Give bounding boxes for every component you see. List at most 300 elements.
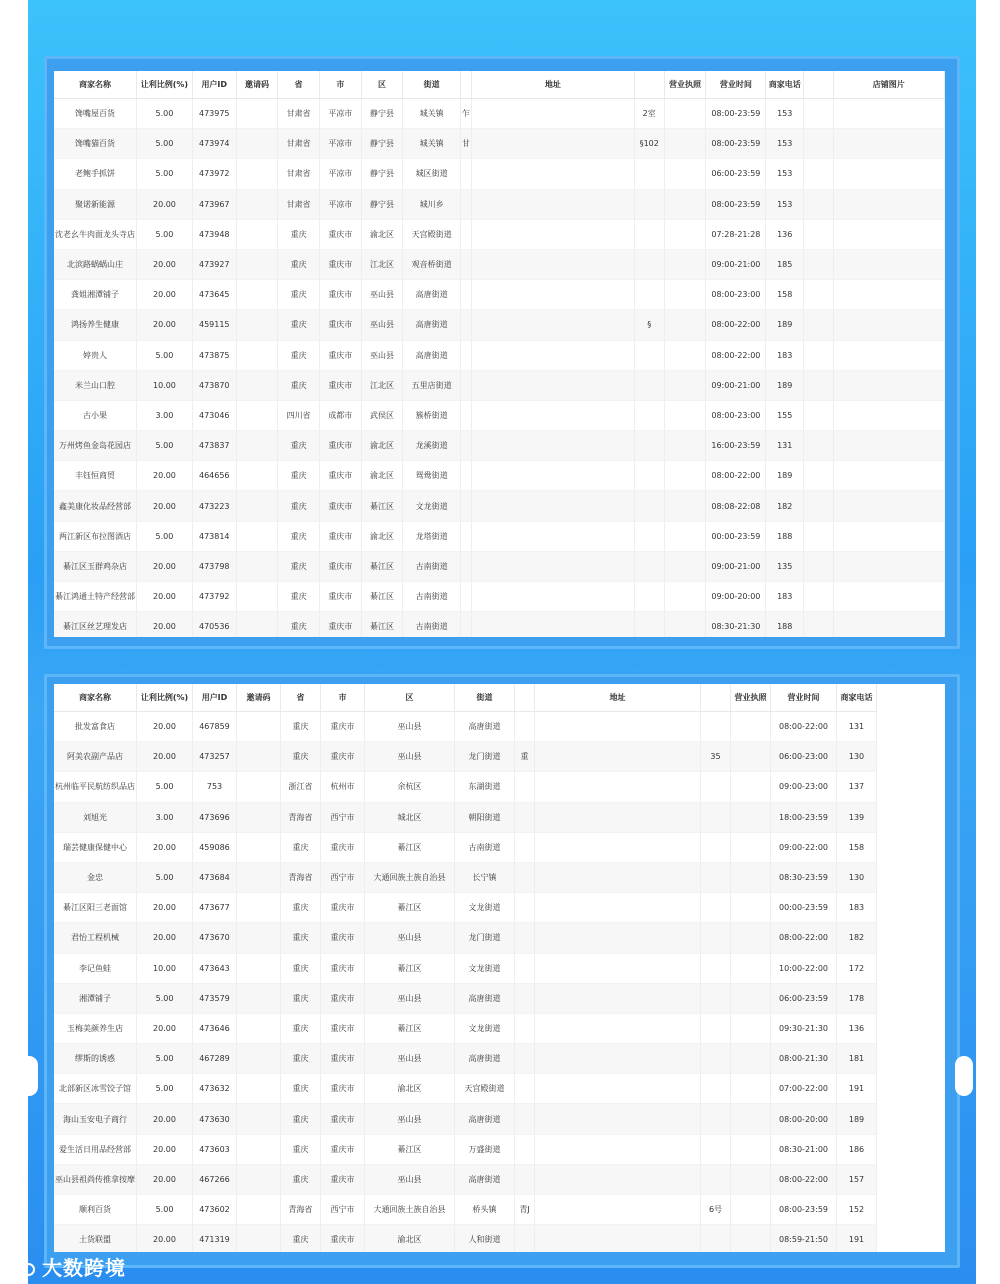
table-cell: 473798 [192, 551, 236, 581]
table-cell: 重庆市 [321, 1164, 365, 1194]
table-cell [701, 1104, 731, 1134]
table-cell: 巫山县 [361, 280, 403, 310]
table-cell [634, 551, 664, 581]
table-cell [833, 521, 944, 551]
table-cell [236, 400, 278, 430]
table-cell: 批发富食店 [54, 712, 137, 742]
table-cell [237, 1013, 281, 1043]
table-cell: 20.00 [137, 612, 193, 637]
table-cell: 玉梅美颜养生店 [54, 1013, 137, 1043]
table-row[interactable] [54, 612, 945, 637]
table-cell: 渝北区 [361, 461, 403, 491]
table-cell [472, 582, 635, 612]
merchant-table-top [54, 71, 945, 637]
table-row[interactable] [54, 983, 877, 1013]
table-row[interactable] [54, 310, 945, 340]
table-cell: 08:00-22:00 [706, 461, 766, 491]
table-cell: 重庆 [281, 1074, 321, 1104]
table-cell: 06:00-23:59 [771, 983, 837, 1013]
table-row[interactable] [54, 521, 945, 551]
table-cell: 綦江区 [361, 551, 403, 581]
table-cell [515, 832, 535, 862]
table-cell: 20.00 [137, 461, 193, 491]
table-cell: 西宁市 [321, 802, 365, 832]
table-cell: 土货联盟 [54, 1225, 137, 1252]
table-cell [634, 280, 664, 310]
table-cell: 重庆市 [319, 249, 361, 279]
table-cell [664, 280, 706, 310]
table-cell: 老鲍手抓饼 [54, 159, 137, 189]
table-cell: 2室 [634, 99, 664, 129]
table-row[interactable] [54, 1044, 877, 1074]
column-header: 让利比例(%) [137, 71, 193, 99]
table-row[interactable] [54, 1195, 877, 1225]
column-header: 商家名称 [54, 684, 137, 712]
table-row[interactable] [54, 370, 945, 400]
table-row[interactable] [54, 1134, 877, 1164]
table-cell: 473684 [193, 862, 237, 892]
table-cell [701, 1134, 731, 1164]
table-cell [701, 1225, 731, 1252]
table-cell: 重庆市 [319, 551, 361, 581]
table-cell [804, 219, 833, 249]
table-cell: 高唐街道 [455, 1044, 515, 1074]
table-cell: 五里店街道 [403, 370, 461, 400]
table-cell: 城区街道 [403, 159, 461, 189]
table-cell [664, 582, 706, 612]
table-cell: 09:00-23:00 [771, 772, 837, 802]
table-cell: 473677 [193, 893, 237, 923]
table-cell: 静宁县 [361, 189, 403, 219]
column-header: 省 [278, 71, 320, 99]
table-cell: 沈老幺牛肉面龙头寺店 [54, 219, 137, 249]
table-cell: 重庆市 [319, 582, 361, 612]
table-cell [237, 862, 281, 892]
table-row[interactable] [54, 582, 945, 612]
table-cell: 5.00 [137, 1195, 193, 1225]
table-cell [237, 893, 281, 923]
table-cell [237, 1164, 281, 1194]
table-cell: 西宁市 [321, 862, 365, 892]
table-cell [804, 310, 833, 340]
table-cell [461, 159, 472, 189]
table-cell [664, 129, 706, 159]
table-cell: 08:30-21:00 [771, 1134, 837, 1164]
table-cell [804, 521, 833, 551]
table-cell: 重庆 [281, 1164, 321, 1194]
table-row[interactable] [54, 1013, 877, 1043]
table-cell: 顺利百货 [54, 1195, 137, 1225]
table-cell [664, 491, 706, 521]
table-cell: 16:00-23:59 [706, 431, 766, 461]
table-cell [535, 953, 701, 983]
table-cell: 綦江区 [365, 1013, 455, 1043]
table-cell [236, 159, 278, 189]
table-cell [472, 129, 635, 159]
table-cell: 471319 [193, 1225, 237, 1252]
table-cell: 重庆 [281, 1013, 321, 1043]
table-cell [236, 612, 278, 637]
table-cell [472, 612, 635, 637]
table-cell: 鸳鸯街道 [403, 461, 461, 491]
table-cell: 湘潭铺子 [54, 983, 137, 1013]
table-cell [472, 219, 635, 249]
table-row[interactable] [54, 772, 877, 802]
table-cell: 09:00-21:00 [706, 249, 766, 279]
table-cell: 甘肃省 [278, 129, 320, 159]
table-cell: 473579 [193, 983, 237, 1013]
table-cell: 20.00 [137, 551, 193, 581]
table-cell: 天宫殿街道 [403, 219, 461, 249]
table-cell [731, 742, 771, 772]
watermark-text: 大数跨境 [42, 1256, 126, 1280]
table-cell: 178 [837, 983, 877, 1013]
table-cell [236, 310, 278, 340]
table-cell: 高唐街道 [455, 1164, 515, 1194]
table-cell [461, 340, 472, 370]
table-cell [515, 983, 535, 1013]
table-cell: 君怡工程机械 [54, 923, 137, 953]
table-cell: 467266 [193, 1164, 237, 1194]
table-cell [833, 159, 944, 189]
table-cell: 重庆 [278, 461, 320, 491]
table-cell: 473948 [192, 219, 236, 249]
table-cell [804, 551, 833, 581]
table-cell: 20.00 [137, 712, 193, 742]
table-cell: 綦江区丝艺理发店 [54, 612, 137, 637]
table-cell [461, 189, 472, 219]
table-cell: 重庆市 [321, 923, 365, 953]
table-cell: 甘肃省 [278, 99, 320, 129]
table-cell [804, 431, 833, 461]
table-cell [634, 491, 664, 521]
table-cell [535, 923, 701, 953]
table-cell: 万州烤鱼金岛花园店 [54, 431, 137, 461]
table-row[interactable] [54, 491, 945, 521]
table-cell: 08:00-22:00 [706, 340, 766, 370]
table-cell: 473223 [192, 491, 236, 521]
table-cell [472, 491, 635, 521]
table-cell: 高唐街道 [403, 340, 461, 370]
table-cell [472, 280, 635, 310]
table-cell [515, 1134, 535, 1164]
table-cell [472, 400, 635, 430]
table-row[interactable] [54, 953, 877, 983]
table-cell: 瑞芸健康保健中心 [54, 832, 137, 862]
table-cell [461, 582, 472, 612]
table-row[interactable] [54, 1104, 877, 1134]
table-cell: 07:00-22:00 [771, 1074, 837, 1104]
table-cell [664, 521, 706, 551]
table-cell [833, 400, 944, 430]
table-row[interactable] [54, 742, 877, 772]
table-cell: 重庆市 [319, 491, 361, 521]
table-cell: 20.00 [137, 310, 193, 340]
table-row[interactable] [54, 893, 877, 923]
table-cell [515, 1013, 535, 1043]
table-cell: 龙门街道 [455, 742, 515, 772]
table-cell: 朝阳街道 [455, 802, 515, 832]
table-cell [461, 431, 472, 461]
table-cell: 古南街道 [455, 832, 515, 862]
table-cell: 巫山县 [365, 983, 455, 1013]
table-row[interactable] [54, 712, 877, 742]
table-cell [236, 129, 278, 159]
table-cell [535, 1134, 701, 1164]
table-cell [804, 612, 833, 637]
table-cell [804, 370, 833, 400]
table-cell [236, 280, 278, 310]
table-cell: 20.00 [137, 1104, 193, 1134]
table-cell: 153 [766, 129, 804, 159]
table-cell [731, 1134, 771, 1164]
table-cell: 20.00 [137, 582, 193, 612]
table-cell: 182 [766, 491, 804, 521]
table-cell: 20.00 [137, 923, 193, 953]
table-cell: 重庆市 [321, 1044, 365, 1074]
table-cell [634, 340, 664, 370]
table-cell: 平凉市 [319, 99, 361, 129]
table-cell [664, 370, 706, 400]
table-cell: 重庆 [278, 551, 320, 581]
table-cell: 重庆市 [321, 1074, 365, 1104]
table-row[interactable] [54, 189, 945, 219]
table-cell: 182 [837, 923, 877, 953]
table-cell [833, 280, 944, 310]
table-row[interactable] [54, 159, 945, 189]
table-row[interactable] [54, 249, 945, 279]
table-cell: 137 [837, 772, 877, 802]
table-cell: 459086 [193, 832, 237, 862]
table-cell [634, 461, 664, 491]
table-cell: 大通回族土族自治县 [365, 862, 455, 892]
table-cell: 万盛街道 [455, 1134, 515, 1164]
table-cell: 重庆 [278, 491, 320, 521]
table-cell: 172 [837, 953, 877, 983]
table-cell [236, 99, 278, 129]
table-cell: 大通回族土族自治县 [365, 1195, 455, 1225]
table-cell: 重庆 [281, 1134, 321, 1164]
table-cell: 20.00 [137, 280, 193, 310]
table-cell [664, 400, 706, 430]
table-cell: 綦江区玉群鸡杂店 [54, 551, 137, 581]
table-cell [833, 310, 944, 340]
table-cell [515, 862, 535, 892]
table-row[interactable] [54, 219, 945, 249]
table-cell [731, 832, 771, 862]
table-row[interactable] [54, 1225, 877, 1252]
table-cell: 甘肃省 [278, 159, 320, 189]
table-cell: 高唐街道 [455, 983, 515, 1013]
table-cell: 静宁县 [361, 129, 403, 159]
table-cell: 181 [837, 1044, 877, 1074]
table-cell: 重庆市 [319, 340, 361, 370]
table-cell [731, 1225, 771, 1252]
column-header: 商家名称 [54, 71, 137, 99]
table-cell: 3.00 [137, 802, 193, 832]
table-cell: 重庆市 [321, 1134, 365, 1164]
table-cell [236, 219, 278, 249]
column-header: 地址 [472, 71, 635, 99]
table-row[interactable] [54, 832, 877, 862]
table-cell: § [634, 310, 664, 340]
table-cell: 聚诺新能源 [54, 189, 137, 219]
table-cell: 464656 [192, 461, 236, 491]
table-cell: 130 [837, 862, 877, 892]
column-header: 店铺图片 [833, 71, 944, 99]
table-cell: 重庆 [281, 893, 321, 923]
table-cell [833, 612, 944, 637]
table-row[interactable] [54, 1164, 877, 1194]
table-row[interactable] [54, 862, 877, 892]
table-cell: 青海省 [281, 1195, 321, 1225]
table-row[interactable] [54, 923, 877, 953]
table-cell: 重庆 [281, 983, 321, 1013]
table-cell [472, 461, 635, 491]
table-cell [237, 1225, 281, 1252]
table-cell: 重庆市 [321, 742, 365, 772]
table-cell [472, 99, 635, 129]
table-row[interactable] [54, 431, 945, 461]
table-cell: 473645 [192, 280, 236, 310]
table-row[interactable] [54, 129, 945, 159]
table-cell: 巫山县 [365, 712, 455, 742]
table-cell: 重庆市 [321, 893, 365, 923]
table-cell: 158 [837, 832, 877, 862]
table-cell [515, 1044, 535, 1074]
table-cell [472, 159, 635, 189]
table-cell: 473602 [193, 1195, 237, 1225]
table-cell [515, 712, 535, 742]
table-cell [237, 953, 281, 983]
table-cell [535, 893, 701, 923]
table-cell: 重庆市 [319, 310, 361, 340]
table-cell [634, 219, 664, 249]
table-cell: 重庆市 [319, 219, 361, 249]
table-cell: 重庆市 [319, 461, 361, 491]
table-cell [731, 1044, 771, 1074]
table-cell: 乍 [461, 99, 472, 129]
table-cell: 06:00-23:00 [771, 742, 837, 772]
table-cell: 金忠 [54, 862, 137, 892]
table-cell: 473643 [193, 953, 237, 983]
table-cell: 131 [766, 431, 804, 461]
table-cell [472, 551, 635, 581]
table-cell: 巫山县 [361, 310, 403, 340]
table-cell: 08:08-22:08 [706, 491, 766, 521]
column-header [701, 684, 731, 712]
table-cell: 平凉市 [319, 129, 361, 159]
table-cell [701, 1164, 731, 1194]
table-row[interactable] [54, 802, 877, 832]
column-header [634, 71, 664, 99]
table-cell: 重庆 [278, 310, 320, 340]
table-cell: 巫山县 [365, 1104, 455, 1134]
merchant-table-bottom [54, 684, 945, 1252]
table-cell [535, 1225, 701, 1252]
table-row[interactable] [54, 280, 945, 310]
table-cell: 渝北区 [365, 1225, 455, 1252]
table-row[interactable] [54, 1074, 877, 1104]
table-row[interactable] [54, 99, 945, 129]
frame-notch-left [20, 1056, 38, 1096]
table-cell: 高唐街道 [403, 280, 461, 310]
table-cell: 鸿扬养生健康 [54, 310, 137, 340]
table-cell: 重庆市 [319, 370, 361, 400]
table-cell: 重庆 [281, 832, 321, 862]
table-cell: 巫山县祖尚传推拿按摩 [54, 1164, 137, 1194]
table-cell: 473630 [193, 1104, 237, 1134]
table-cell [701, 712, 731, 742]
table-cell: 重庆 [278, 431, 320, 461]
table-cell: 人和街道 [455, 1225, 515, 1252]
table-cell: 5.00 [137, 99, 193, 129]
table-cell: 巫山县 [365, 1044, 455, 1074]
table-cell: 3.00 [137, 400, 193, 430]
table-cell: 阿美农副产品店 [54, 742, 137, 772]
table-cell: 重庆 [278, 521, 320, 551]
table-cell [664, 612, 706, 637]
column-header: 营业执照 [731, 684, 771, 712]
table-cell: 龙门街道 [455, 923, 515, 953]
table-cell [535, 1195, 701, 1225]
table-cell [634, 582, 664, 612]
table-cell: 重庆 [281, 742, 321, 772]
table-cell [515, 1104, 535, 1134]
table-cell [515, 1074, 535, 1104]
table-cell: 重庆 [281, 1225, 321, 1252]
table-cell: 473632 [193, 1074, 237, 1104]
table-cell: 重 [515, 742, 535, 772]
table-cell: 古南街道 [403, 582, 461, 612]
table-cell [833, 189, 944, 219]
table-cell: 08:00-22:00 [706, 310, 766, 340]
table-cell: 杭州市 [321, 772, 365, 802]
table-cell: 北部新区冰雪饺子馆 [54, 1074, 137, 1104]
table-row[interactable] [54, 340, 945, 370]
table-cell: 杭州临平民航纺织品店 [54, 772, 137, 802]
table-cell [237, 802, 281, 832]
table-cell: 重庆 [281, 923, 321, 953]
table-cell: 馋嘴屋百货 [54, 99, 137, 129]
table-cell: 20.00 [137, 491, 193, 521]
table-cell [634, 431, 664, 461]
column-header: 市 [321, 684, 365, 712]
table-cell: 183 [837, 893, 877, 923]
table-cell: 重庆 [278, 340, 320, 370]
table-cell: 5.00 [137, 1044, 193, 1074]
table-cell: 186 [837, 1134, 877, 1164]
table-cell: 城关镇 [403, 99, 461, 129]
table-row[interactable] [54, 400, 945, 430]
table-cell [833, 370, 944, 400]
table-cell: 08:00-23:59 [771, 1195, 837, 1225]
table-cell [472, 521, 635, 551]
table-cell: 缪斯的诱惑 [54, 1044, 137, 1074]
column-header: 区 [365, 684, 455, 712]
table-cell: 綦江区 [361, 491, 403, 521]
table-cell: 35 [701, 742, 731, 772]
table-cell: 綦江区 [361, 612, 403, 637]
table-cell [461, 551, 472, 581]
table-cell: 189 [766, 310, 804, 340]
table-cell [701, 1044, 731, 1074]
table-cell: 06:00-23:59 [706, 159, 766, 189]
table-row[interactable] [54, 461, 945, 491]
table-cell [804, 129, 833, 159]
table-cell [804, 461, 833, 491]
table-row[interactable] [54, 551, 945, 581]
